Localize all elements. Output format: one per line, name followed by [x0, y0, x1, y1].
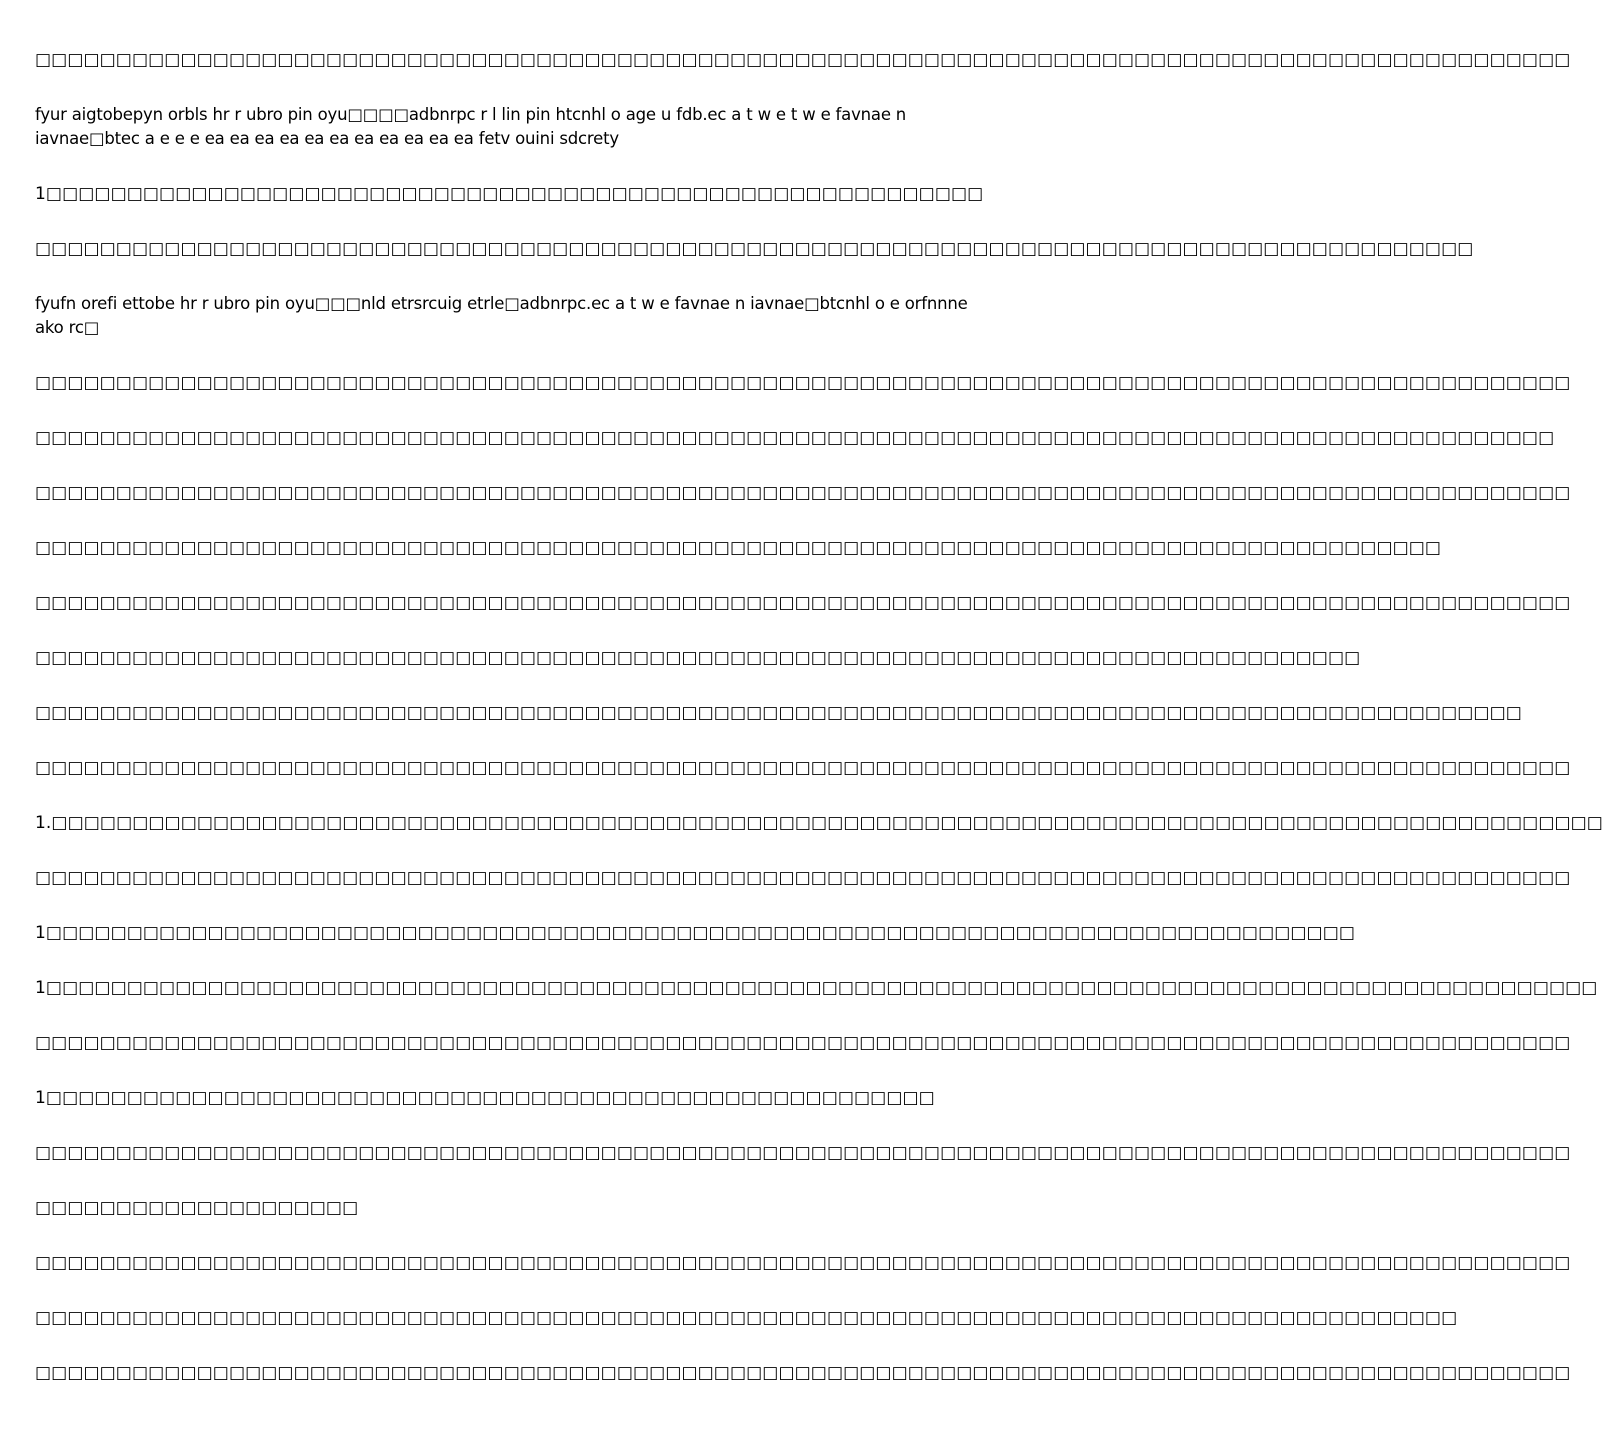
paragraph-5: fyufn orefi ettobe hr r ubro pin oyu□□□nld etrsrcuig etrle□adbnrpc.ec a t w e favnae n iavnae□btcnhl o e orfnnne ako rc□	[35, 294, 968, 337]
paragraph-3: 1□□□□□□□□□□□□□□□□□□□□□□□□□□□□□□□□□□□□□□□□□□□□□□□□□□□□□□□□□□	[35, 184, 984, 204]
paragraph-18: □□□□□□□□□□□□□□□□□□□□□□□□□□□□□□□□□□□□□□□□□□□□□□□□□□□□□□□□□□□□□□□□□□□□□□□□□□□□□□□□□□□□□□□□□□□□□□□	[35, 1033, 1571, 1053]
paragraph-9: □□□□□□□□□□□□□□□□□□□□□□□□□□□□□□□□□□□□□□□□□□□□□□□□□□□□□□□□□□□□□□□□□□□□□□□□□□□□□□□□□□□□□□□	[35, 538, 1442, 558]
document-page	[35, 48, 1603, 1416]
paragraph-19: 1□□□□□□□□□□□□□□□□□□□□□□□□□□□□□□□□□□□□□□□□□□□□□□□□□□□□□□□	[35, 1088, 935, 1108]
paragraph-11: □□□□□□□□□□□□□□□□□□□□□□□□□□□□□□□□□□□□□□□□□□□□□□□□□□□□□□□□□□□□□□□□□□□□□□□□□□□□□□□□□□	[35, 648, 1361, 668]
paragraph-8: □□□□□□□□□□□□□□□□□□□□□□□□□□□□□□□□□□□□□□□□□□□□□□□□□□□□□□□□□□□□□□□□□□□□□□□□□□□□□□□□□□□□□□□□□□□□□□□	[35, 483, 1571, 503]
paragraph-20: □□□□□□□□□□□□□□□□□□□□□□□□□□□□□□□□□□□□□□□□□□□□□□□□□□□□□□□□□□□□□□□□□□□□□□□□□□□□□□□□□□□□□□□□□□□□□□□	[35, 1143, 1571, 1163]
paragraph-21: □□□□□□□□□□□□□□□□□□□□	[35, 1198, 359, 1218]
paragraph-24: □□□□□□□□□□□□□□□□□□□□□□□□□□□□□□□□□□□□□□□□□□□□□□□□□□□□□□□□□□□□□□□□□□□□□□□□□□□□□□□□□□□□□□□□□□□□□□□	[35, 1363, 1571, 1383]
paragraph-6: □□□□□□□□□□□□□□□□□□□□□□□□□□□□□□□□□□□□□□□□□□□□□□□□□□□□□□□□□□□□□□□□□□□□□□□□□□□□□□□□□□□□□□□□□□□□□□□	[35, 373, 1571, 393]
paragraph-14: 1.□□□□□□□□□□□□□□□□□□□□□□□□□□□□□□□□□□□□□□□□□□□□□□□□□□□□□□□□□□□□□□□□□□□□□□□□□□□□□□□□□□□□□□□□□□□□□□□□	[35, 813, 1603, 833]
paragraph-7: □□□□□□□□□□□□□□□□□□□□□□□□□□□□□□□□□□□□□□□□□□□□□□□□□□□□□□□□□□□□□□□□□□□□□□□□□□□□□□□□□□□□□□□□□□□□□□	[35, 428, 1555, 448]
paragraph-1: □□□□□□□□□□□□□□□□□□□□□□□□□□□□□□□□□□□□□□□□□□□□□□□□□□□□□□□□□□□□□□□□□□□□□□□□□□□□□□□□□□□□□□□□□□□□□□□	[35, 50, 1571, 70]
paragraph-13: □□□□□□□□□□□□□□□□□□□□□□□□□□□□□□□□□□□□□□□□□□□□□□□□□□□□□□□□□□□□□□□□□□□□□□□□□□□□□□□□□□□□□□□□□□□□□□□	[35, 758, 1571, 778]
paragraph-16: 1□□□□□□□□□□□□□□□□□□□□□□□□□□□□□□□□□□□□□□□□□□□□□□□□□□□□□□□□□□□□□□□□□□□□□□□□□□□□□□□□□	[35, 923, 1356, 943]
paragraph-4: □□□□□□□□□□□□□□□□□□□□□□□□□□□□□□□□□□□□□□□□□□□□□□□□□□□□□□□□□□□□□□□□□□□□□□□□□□□□□□□□□□□□□□□□□	[35, 239, 1474, 259]
paragraph-17: 1□□□□□□□□□□□□□□□□□□□□□□□□□□□□□□□□□□□□□□□□□□□□□□□□□□□□□□□□□□□□□□□□□□□□□□□□□□□□□□□□□□□□□□□□□□□□□□□□	[35, 978, 1598, 998]
paragraph-23: □□□□□□□□□□□□□□□□□□□□□□□□□□□□□□□□□□□□□□□□□□□□□□□□□□□□□□□□□□□□□□□□□□□□□□□□□□□□□□□□□□□□□□□□	[35, 1308, 1458, 1328]
paragraph-15: □□□□□□□□□□□□□□□□□□□□□□□□□□□□□□□□□□□□□□□□□□□□□□□□□□□□□□□□□□□□□□□□□□□□□□□□□□□□□□□□□□□□□□□□□□□□□□□	[35, 868, 1571, 888]
paragraph-22: □□□□□□□□□□□□□□□□□□□□□□□□□□□□□□□□□□□□□□□□□□□□□□□□□□□□□□□□□□□□□□□□□□□□□□□□□□□□□□□□□□□□□□□□□□□□□□□	[35, 1253, 1571, 1273]
paragraph-12: □□□□□□□□□□□□□□□□□□□□□□□□□□□□□□□□□□□□□□□□□□□□□□□□□□□□□□□□□□□□□□□□□□□□□□□□□□□□□□□□□□□□□□□□□□□□	[35, 703, 1522, 723]
paragraph-2: fyur aigtobepyn orbls hr r ubro pin oyu□□□□adbnrpc r l lin pin htcnhl o age u fdb.ec a t w e t w e favnae n iavnae□btec a e e e ea ea ea ea ea ea ea ea ea ea ea fetv ouini sdcrety	[35, 105, 907, 148]
paragraph-10: □□□□□□□□□□□□□□□□□□□□□□□□□□□□□□□□□□□□□□□□□□□□□□□□□□□□□□□□□□□□□□□□□□□□□□□□□□□□□□□□□□□□□□□□□□□□□□□	[35, 593, 1571, 613]
